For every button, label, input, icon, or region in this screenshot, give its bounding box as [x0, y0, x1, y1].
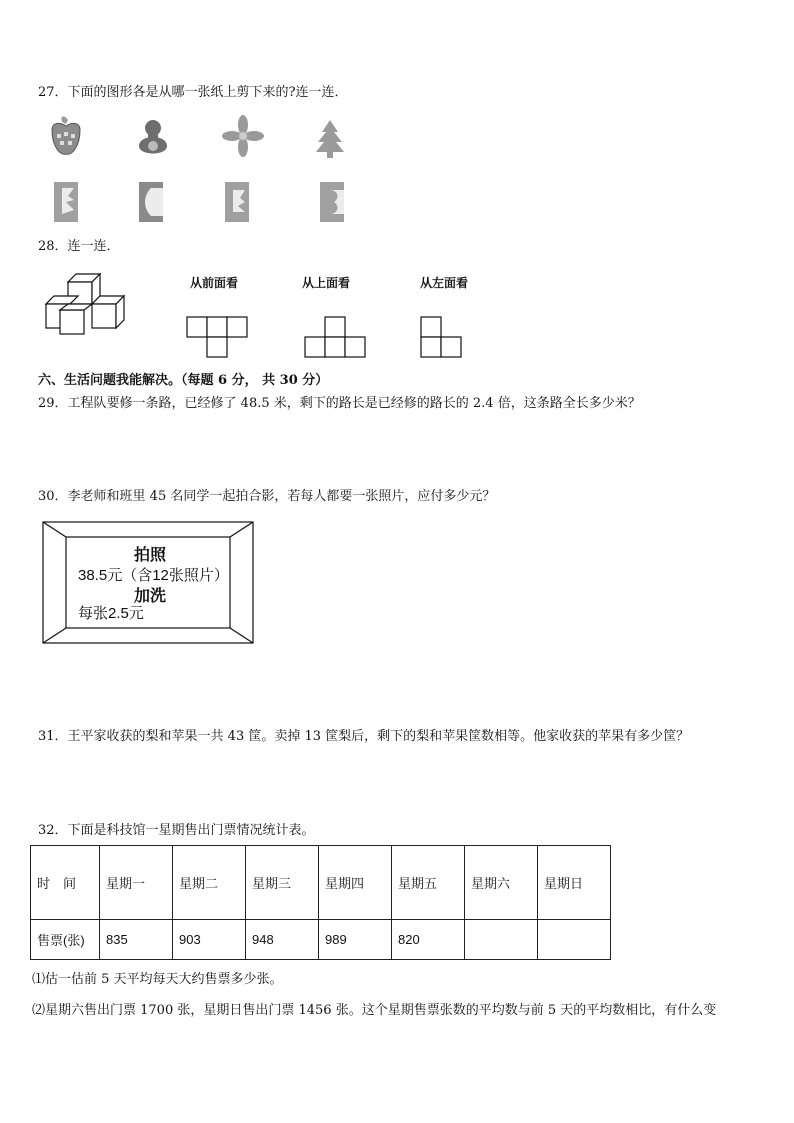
question-31: 31．王平家收获的梨和苹果一共 43 筐。卖掉 13 筐梨后，剩下的梨和苹果筐数相等。他家收获的苹果有多少筐？	[38, 729, 690, 744]
paper-pieces-row	[40, 178, 360, 226]
table-header-cell: 时 间	[31, 846, 100, 920]
table-header-cell: 星期五	[392, 846, 465, 920]
table-header-cell: 星期一	[100, 846, 173, 920]
board-reprint-price: 每张2.5元	[78, 605, 144, 622]
sub-question-2: ⑵星期六售出门票 1700 张，星期日售出门票 1456 张。这个星期售票张数的平均数与前 5 天的平均数相比，有什么变	[32, 1003, 717, 1018]
table-header-cell: 星期四	[319, 846, 392, 920]
board-title-reprint: 加洗	[134, 588, 167, 605]
table-cell-empty	[465, 920, 538, 960]
table-row	[31, 920, 611, 960]
table-cell: 989	[319, 920, 392, 960]
table-header-cell: 星期日	[538, 846, 611, 920]
photo-price-board	[42, 521, 254, 644]
paper-piece-3-icon	[225, 182, 249, 222]
table-cell: 835	[100, 920, 173, 960]
flower-shape-icon	[222, 115, 264, 157]
paper-piece-2-icon	[139, 182, 163, 222]
question-28: 28．连一连．	[38, 239, 120, 254]
table-header-cell: 星期六	[465, 846, 538, 920]
table-row-label: 售票(张)	[31, 920, 100, 960]
table-header-cell: 星期三	[246, 846, 319, 920]
label-front-view: 从前面看	[190, 276, 239, 290]
table-header-row	[31, 846, 611, 920]
sub-question-1: ⑴估一估前 5 天平均每天大约售票多少张。	[32, 972, 283, 987]
view-shape-t	[186, 316, 252, 360]
label-left-view: 从左面看	[420, 276, 469, 290]
view-shape-inverted-t	[304, 316, 370, 360]
label-top-view: 从上面看	[302, 276, 351, 290]
ticket-sales-table	[30, 845, 611, 960]
table-cell: 903	[173, 920, 246, 960]
paper-piece-1-icon	[54, 182, 78, 222]
question-30: 30．李老师和班里 45 名同学一起拍合影，若每人都要一张照片，应付多少元？	[38, 489, 496, 504]
cutout-shapes-row	[40, 112, 360, 164]
gourd-shape-icon	[139, 120, 167, 154]
paper-piece-4-icon	[320, 182, 344, 222]
question-29: 29．工程队要修一条路，已经修了 48.5 米，剩下的路长是已经修的路长的 2.4 倍，这条路全长多少米？	[38, 396, 641, 411]
table-header-cell: 星期二	[173, 846, 246, 920]
table-cell: 948	[246, 920, 319, 960]
board-photo-price: 38.5元（含12张照片）	[78, 567, 229, 584]
board-title-photo: 拍照	[134, 547, 167, 564]
view-shape-l	[420, 316, 470, 360]
table-cell-empty	[538, 920, 611, 960]
tree-shape-icon	[316, 120, 344, 158]
table-cell: 820	[392, 920, 465, 960]
question-27: 27．下面的图形各是从哪一张纸上剪下来的?连一连．	[38, 85, 348, 100]
cube-stack-figure	[40, 270, 160, 340]
question-32: 32．下面是科技馆一星期售出门票情况统计表。	[38, 823, 315, 838]
section-heading: 六、生活问题我能解决。（每题 6 分， 共 30 分）	[38, 373, 329, 388]
apple-shape-icon	[52, 116, 80, 154]
